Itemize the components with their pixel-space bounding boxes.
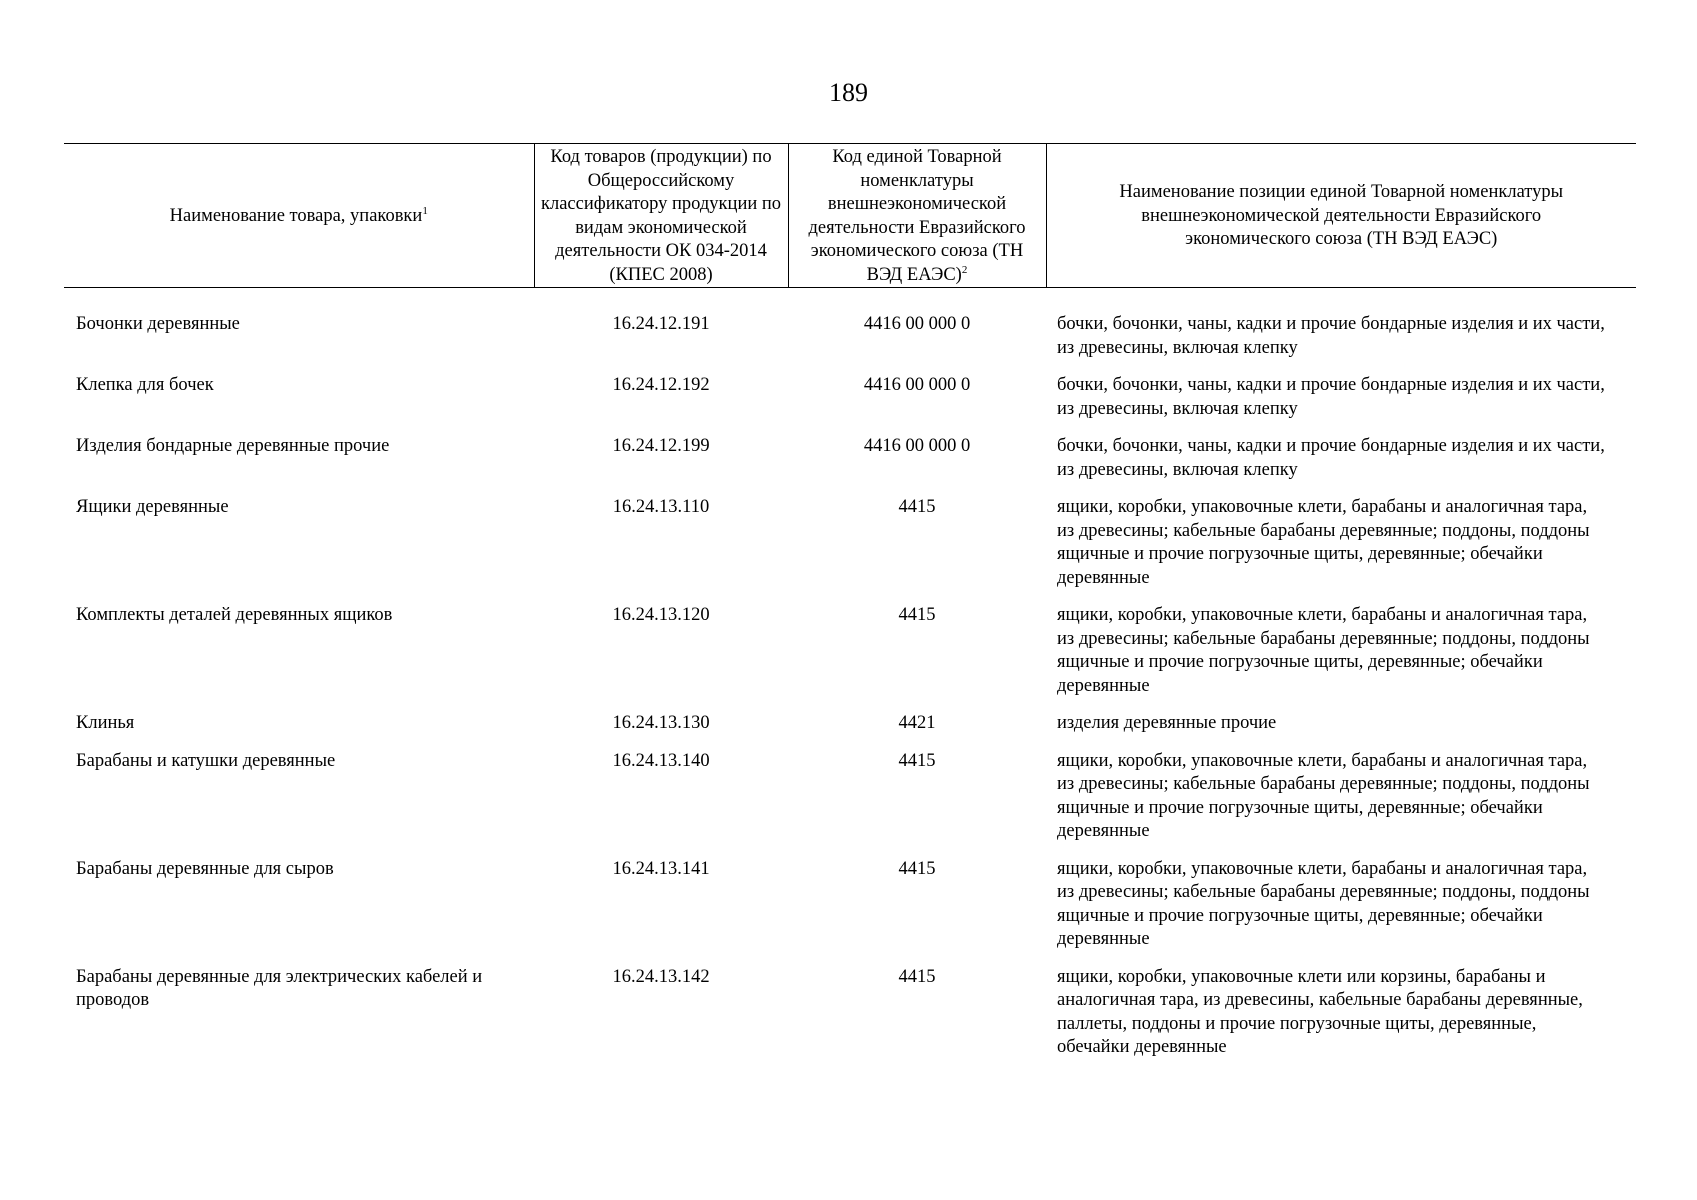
tnved-code: 4416 00 000 0 [863,375,971,395]
table-header-row [64,144,1636,288]
okpd-code: 16.24.13.110 [612,497,710,517]
footnote-2: 2 [961,263,968,276]
table-row [64,288,1636,371]
product-name: Бочонки деревянные [76,314,240,334]
table-row [64,854,1636,962]
tnved-description: ящики, коробки, упаковочные клети, барабаны и аналогичная тара, из древесины; кабельные барабаны деревянные; поддоны, поддоны ящичные и прочие погрузочные щиты, деревянные; обечайки деревянные [1057,858,1590,949]
header-tnved-description: Наименование позиции единой Товарной номенклатуры внешнеэкономической деятельности Евразийского экономического союза (ТН ВЭД ЕАЭС) [1046,144,1636,288]
table-row [64,600,1636,708]
product-name: Клепка для бочек [76,375,214,395]
product-name: Клинья [76,713,135,733]
tnved-code: 4416 00 000 0 [863,436,971,456]
footnote-1: 1 [422,204,428,217]
okpd-code: 16.24.13.140 [612,750,710,771]
table-row [64,370,1636,431]
header-okpd-code: Код товаров (продукции) по Общероссийскому классификатору продукции по видам экономической деятельности ОК 034-2014 (КПЕС 2008) [534,144,788,288]
tnved-description: ящики, коробки, упаковочные клети или корзины, барабаны и аналогичная тара, из древесины, кабельные барабаны деревянные, паллеты, поддоны и прочие погрузочные щиты, деревянные, обечайки деревянные [1057,966,1583,1057]
goods-table [64,143,1636,1070]
tnved-code: 4421 [898,713,936,733]
okpd-code: 16.24.12.192 [612,375,710,395]
page-number: 189 [829,78,868,107]
product-name: Барабаны деревянные для сыров [76,858,334,879]
product-name: Комплекты деталей деревянных ящиков [76,605,393,625]
product-name: Ящики деревянные [76,497,229,517]
header-tnved-code: Код единой Товарной номенклатуры внешнеэкономической деятельности Евразийского экономического союза (ТН ВЭД ЕАЭС)$^2$ [788,144,1046,288]
product-name: Барабаны деревянные для электрических кабелей и проводов [76,966,483,1010]
tnved-code: 4415 [898,858,936,879]
product-name: Изделия бондарные деревянные прочие [76,436,390,456]
okpd-code: 16.24.12.191 [612,314,710,334]
tnved-description: бочки, бочонки, чаны, кадки и прочие бондарные изделия и их части, из древесины, включая клепку [1057,375,1605,419]
tnved-description: бочки, бочонки, чаны, кадки и прочие бондарные изделия и их части, из древесины, включая клепку [1057,314,1605,358]
tnved-code: 4416 00 000 0 [863,314,971,334]
tnved-code: 4415 [898,966,936,987]
tnved-description: ящики, коробки, упаковочные клети, барабаны и аналогичная тара, из древесины; кабельные барабаны деревянные; поддоны, поддоны ящичные и прочие погрузочные щиты, деревянные; обечайки деревянные [1057,497,1590,588]
table-row [64,431,1636,492]
okpd-code: 16.24.13.120 [612,605,710,625]
tnved-description: изделия деревянные прочие [1057,713,1277,733]
tnved-code: 4415 [898,497,936,517]
table-row [64,492,1636,600]
header-product-name: Наименование товара, упаковки$^1$ [169,204,428,226]
table-row [64,746,1636,854]
okpd-code: 16.24.12.199 [612,436,710,456]
tnved-code: 4415 [898,605,936,625]
okpd-code: 16.24.13.141 [612,858,710,879]
table-row [64,962,1636,1070]
tnved-description: ящики, коробки, упаковочные клети, барабаны и аналогичная тара, из древесины; кабельные барабаны деревянные; поддоны, поддоны ящичные и прочие погрузочные щиты, деревянные; обечайки деревянные [1057,750,1590,841]
okpd-code: 16.24.13.142 [612,966,710,987]
product-name: Барабаны и катушки деревянные [76,750,336,771]
okpd-code: 16.24.13.130 [612,713,710,733]
table-row [64,708,1636,746]
tnved-description: бочки, бочонки, чаны, кадки и прочие бондарные изделия и их части, из древесины, включая клепку [1057,436,1605,480]
tnved-code: 4415 [898,750,936,771]
tnved-description: ящики, коробки, упаковочные клети, барабаны и аналогичная тара, из древесины; кабельные барабаны деревянные; поддоны, поддоны ящичные и прочие погрузочные щиты, деревянные; обечайки деревянные [1057,605,1590,696]
